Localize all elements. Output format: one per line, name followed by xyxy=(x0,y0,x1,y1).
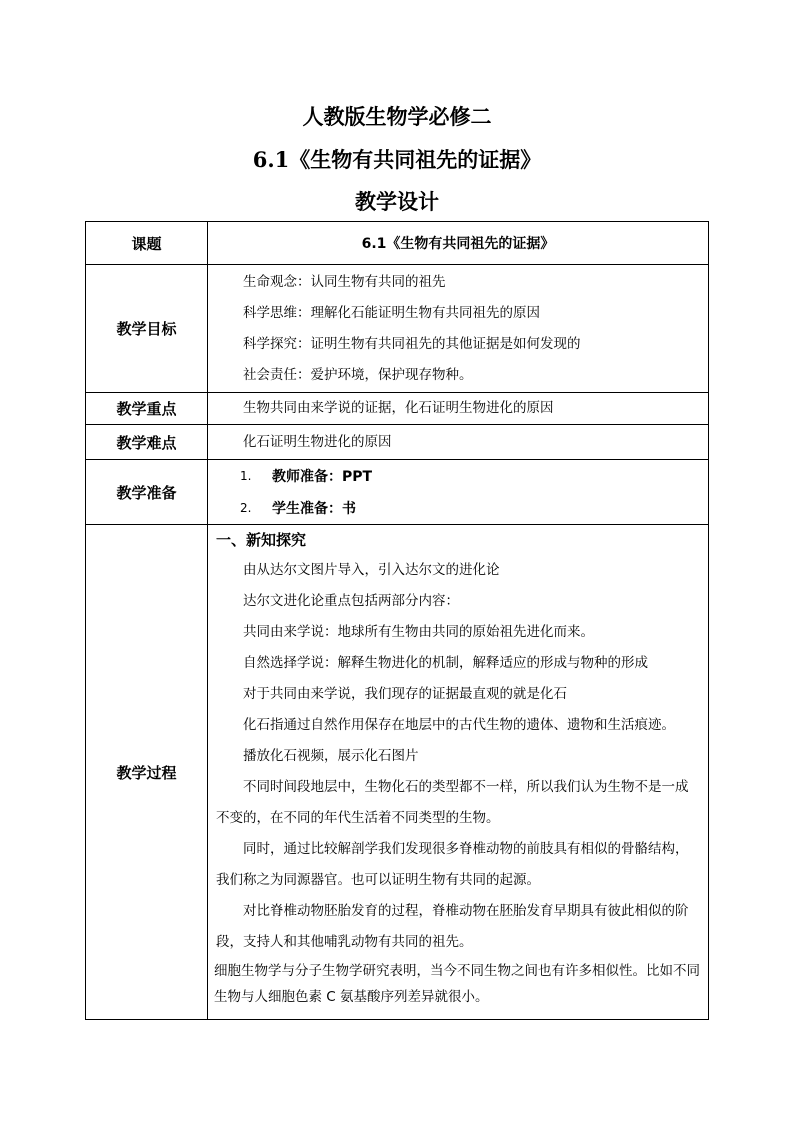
goal-item: 社会责任：爱护环境，保护现存物种。 xyxy=(243,366,473,383)
row-key-points xyxy=(86,393,709,425)
key-points-label: 教学重点 xyxy=(86,393,208,425)
row-difficulties xyxy=(86,425,709,460)
doc-title-line-2: 6.1《生物有共同祖先的证据》 xyxy=(252,147,542,172)
preparation-content xyxy=(208,460,709,525)
topic-value: 6.1《生物有共同祖先的证据》 xyxy=(208,222,709,265)
difficulties-value: 化石证明生物进化的原因 xyxy=(243,433,392,450)
preparation-item-text: 教师准备：PPT xyxy=(272,469,373,485)
goal-item: 科学探究：证明生物有共同祖先的其他证据是如何发现的 xyxy=(243,335,581,352)
difficulties-content xyxy=(208,425,709,460)
process-paragraph: 同时，通过比较解剖学我们发现很多脊椎动物的前肢具有相似的骨骼结构，我们称之为同源器官。也可以证明生物有共同的起源。 xyxy=(216,841,689,888)
process-line: 共同由来学说：地球所有生物由共同的原始祖先进化而来。 xyxy=(243,624,594,640)
process-line: 播放化石视频，展示化石图片 xyxy=(243,748,419,764)
process-content xyxy=(208,525,709,1020)
row-preparation xyxy=(86,460,709,525)
preparation-label: 教学准备 xyxy=(86,460,208,525)
process-label: 教学过程 xyxy=(86,525,208,1020)
preparation-item-text: 学生准备：书 xyxy=(272,501,356,517)
process-paragraph: 不同时间段地层中，生物化石的类型都不一样，所以我们认为生物不是一成不变的，在不同的年代生活着不同类型的生物。 xyxy=(216,779,689,826)
process-final-paragraph: 细胞生物学与分子生物学研究表明，当今不同生物之间也有许多相似性。比如不同生物与人细胞色素 C 氨基酸序列差异就很小。 xyxy=(214,963,700,1005)
goal-item: 生命观念：认同生物有共同的祖先 xyxy=(243,273,446,290)
process-line: 达尔文进化论重点包括两部分内容： xyxy=(243,593,459,609)
topic-label: 课题 xyxy=(86,222,208,265)
doc-title-line-3: 教学设计 xyxy=(355,189,439,214)
doc-title-line-1: 人教版生物学必修二 xyxy=(302,104,492,129)
preparation-item xyxy=(208,492,708,524)
key-points-value: 生物共同由来学说的证据，化石证明生物进化的原因 xyxy=(243,400,554,416)
process-heading: 一、新知探究 xyxy=(216,531,307,549)
preparation-item xyxy=(208,460,708,492)
process-paragraph: 对比脊椎动物胚胎发育的过程，脊椎动物在胚胎发育早期具有彼此相似的阶段，支持人和其他哺乳动物有共同的祖先。 xyxy=(216,903,689,950)
lesson-plan-table xyxy=(85,221,709,1020)
process-line: 化石指通过自然作用保存在地层中的古代生物的遗体、遗物和生活痕迹。 xyxy=(243,717,675,733)
process-line: 由从达尔文图片导入，引入达尔文的进化论 xyxy=(243,562,500,578)
process-line: 对于共同由来学说，我们现存的证据最直观的就是化石 xyxy=(243,686,567,702)
row-goals xyxy=(86,265,709,393)
preparation-item-number: 2. xyxy=(240,501,252,515)
goal-item: 科学思维：理解化石能证明生物有共同祖先的原因 xyxy=(243,304,540,321)
goals-content xyxy=(208,265,709,393)
key-points-content xyxy=(208,393,709,425)
difficulties-label: 教学难点 xyxy=(86,425,208,460)
process-line: 自然选择学说：解释生物进化的机制，解释适应的形成与物种的形成 xyxy=(243,655,648,671)
goals-label: 教学目标 xyxy=(86,265,208,393)
row-process xyxy=(86,525,709,1020)
row-topic xyxy=(86,222,709,265)
preparation-item-number: 1. xyxy=(240,469,252,483)
